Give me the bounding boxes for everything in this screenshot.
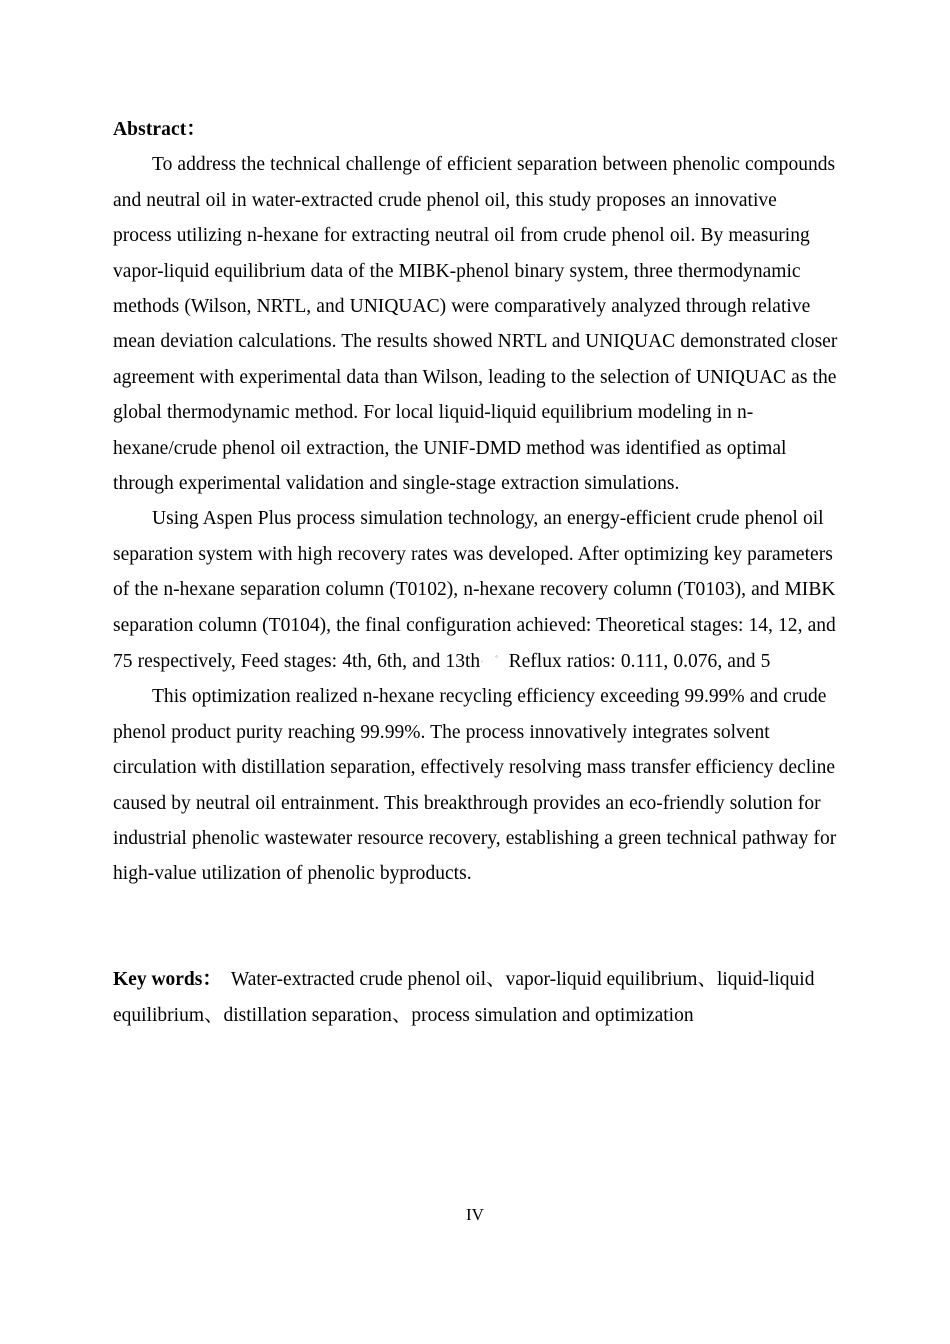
stray-superscript-marks: ˒ ˚: [480, 654, 503, 667]
page-footer: [0, 1205, 950, 1225]
abstract-paragraph-3: This optimization realized n-hexane recycling efficiency exceeding 99.99% and crude phenol product purity reaching 99.99%. The process innovatively integrates solvent circulation with distillation separation, effectively resolving mass transfer efficiency decline caused by neutral oil entrainment. This breakthrough provides an eco-friendly solution for industrial phenolic wastewater resource recovery, establishing a green technical pathway for high-value utilization of phenolic byproducts.: [113, 686, 837, 885]
keywords-line: [113, 962, 839, 1033]
paragraph-2-text-after: Reflux ratios: 0.111, 0.076, and 5: [503, 650, 771, 672]
page-number: IV: [466, 1205, 484, 1224]
abstract-paragraph-1: To address the technical challenge of efficient separation between phenolic compounds and neutral oil in water-extracted crude phenol oil, this study proposes an innovative process utilizing n-hexane for extracting neutral oil from crude phenol oil. By measuring vapor-liquid equilibrium data of the MIBK-phenol binary system, three thermodynamic methods (Wilson, NRTL, and UNIQUAC) were comparatively analyzed through relative mean deviation calculations. The results showed NRTL and UNIQUAC demonstrated closer agreement with experimental data than Wilson, leading to the selection of UNIQUAC as the global thermodynamic method. For local liquid-liquid equilibrium modeling in n-hexane/crude phenol oil extraction, the UNIF-DMD method was identified as optimal through experimental validation and single-stage extraction simulations.: [113, 154, 838, 495]
keywords-text: Water-extracted crude phenol oil、vapor-liquid equilibrium、liquid-liquid equilibrium、distillation separation、process simulation and optimization: [113, 969, 815, 1026]
abstract-content: [113, 112, 839, 1033]
paragraph-2-text-before: Using Aspen Plus process simulation technology, an energy-efficient crude phenol oil separation system with high recovery rates was developed. After optimizing key parameters of the n-hexane separation column (T0102), n-hexane recovery column (T0103), and MIBK separation column (T0104), the final configuration achieved: Theoretical stages: 14, 12, and 75 respectively, Feed stages: 4th, 6th, and 13th: [113, 508, 836, 672]
keywords-label: Key words：: [113, 969, 222, 991]
keywords-block: [113, 892, 839, 1033]
abstract-heading: Abstract：: [113, 119, 206, 140]
abstract-paragraph-2: [113, 501, 839, 679]
